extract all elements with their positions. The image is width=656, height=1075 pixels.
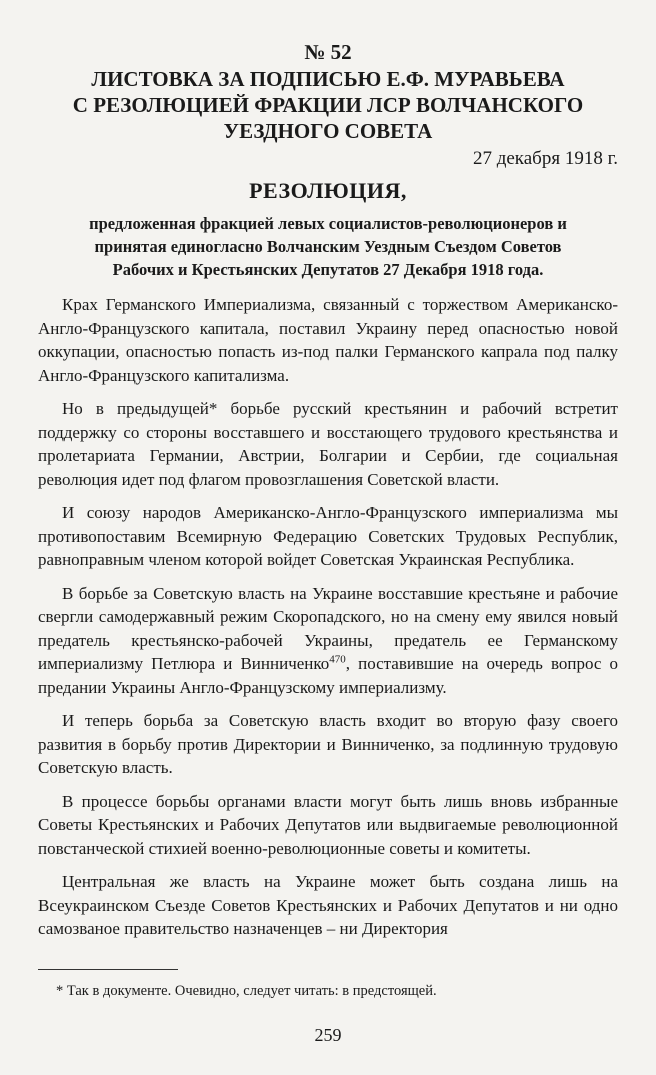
document-date: 27 декабря 1918 г. <box>472 148 618 169</box>
document-number: № 52 <box>304 40 352 64</box>
title-line: ЛИСТОВКА ЗА ПОДПИСЬЮ Е.Ф. МУРАВЬЕВА <box>91 67 565 91</box>
subtitle-line: принятая единогласно Волчанским Уездным Съездом Советов <box>94 237 562 256</box>
document-page <box>38 40 618 951</box>
footnote: * Так в документе. Очевидно, следует читать: в предстоящей. <box>56 983 437 999</box>
resolution-heading: РЕЗОЛЮЦИЯ, <box>249 178 407 203</box>
document-title <box>38 66 618 144</box>
body-paragraph: В процессе борьбы органами власти могут быть лишь вновь избранные Советы Крестьянских и Рабочих Депутатов или выдвигаемые революционной повстанческой стихией военно-революционные советы и комитеты. <box>38 791 618 858</box>
title-line: С РЕЗОЛЮЦИЕЙ ФРАКЦИИ ЛСР ВОЛЧАНСКОГО <box>72 93 584 117</box>
title-line: УЕЗДНОГО СОВЕТА <box>223 119 433 143</box>
body-paragraph: И теперь борьба за Советскую власть входит во вторую фазу своего развития в борьбу против Директории и Винниченко, за подлинную трудовую Советскую власть. <box>38 711 618 777</box>
resolution-subtitle <box>38 212 618 281</box>
subtitle-line: Рабочих и Крестьянских Депутатов 27 Декабря 1918 года. <box>112 260 544 279</box>
paragraph-text: В борьбе за Советскую власть на Украине восставшие крестьяне и рабочие свергли самодержавный режим Скоропадского, но на смену ему явился новый предатель крестьянско-рабочей Украины, предатель ее Германскому империализму Петлюра и Винниченко <box>38 583 618 673</box>
footnote-divider <box>38 969 178 970</box>
page-number: 259 <box>314 1025 342 1045</box>
body-paragraph: Крах Германского Империализма, связанный с торжеством Американско-Англо-Французского капитала, поставил Украину перед опасностью новой оккупации, опасностью попасть из-под палки Германского капрала под палку Англо-Французского капитализма. <box>38 295 618 385</box>
paragraph-text: , поставившие на очередь вопрос о предании Украины Англо-Французскому империализму. <box>38 654 618 697</box>
body-paragraph: Центральная же власть на Украине может быть создана лишь на Всеукраинском Съезде Советов Крестьянских и Рабочих Депутатов и ни одно самозваное правительство назначенцев – ни Директория <box>38 872 618 938</box>
body-paragraph: Но в предыдущей* борьбе русский крестьянин и рабочий встретит поддержку со стороны восставшего и восстающего трудового крестьянства и пролетариата Германии, Австрии, Болгарии и Сербии, где социальная революция идет под флагом провозглашения Советской власти. <box>38 399 618 489</box>
body-paragraph: И союзу народов Американско-Англо-Французского империализма мы противопоставим Всемирную Федерацию Советских Трудовых Республик, равноправным членом которой войдет Советская Украинская Республика. <box>38 503 618 569</box>
endnote-reference[interactable]: 470 <box>329 653 346 666</box>
subtitle-line: предложенная фракцией левых социалистов-революционеров и <box>89 214 567 233</box>
body-paragraph <box>38 582 618 700</box>
